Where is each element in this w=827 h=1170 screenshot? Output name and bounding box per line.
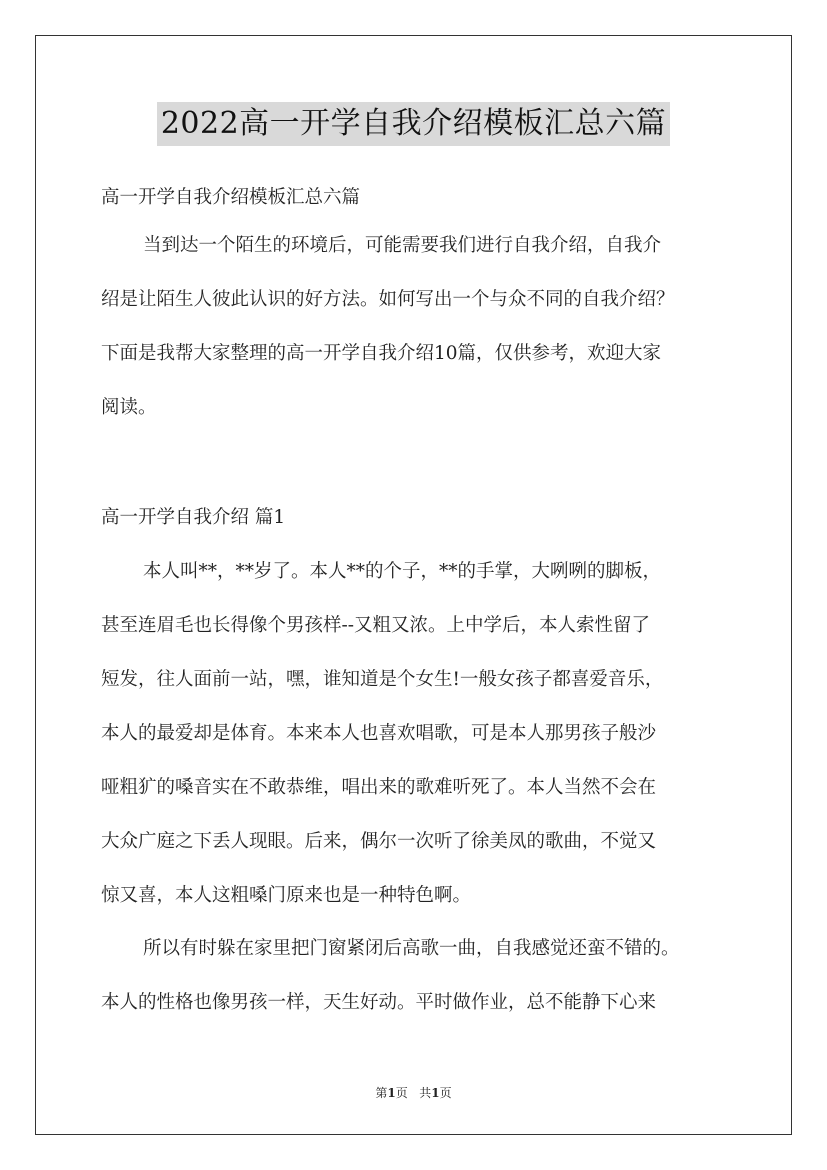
intro-line: 阅读。 — [101, 397, 157, 418]
intro-line: 下面是我帮大家整理的高一开学自我介绍10篇，仅供参考，欢迎大家 — [101, 343, 662, 364]
page-suffix: 页 — [395, 1086, 408, 1100]
paragraph-line: 甚至连眉毛也长得像个男孩样--又粗又浓。上中学后，本人索性留了 — [101, 615, 651, 636]
total-prefix: 共 — [419, 1086, 432, 1100]
document-title: 2022高一开学自我介绍模板汇总六篇 — [157, 102, 670, 146]
document-subtitle: 高一开学自我介绍模板汇总六篇 — [101, 187, 361, 208]
page-number: 1 — [387, 1086, 396, 1100]
intro-line: 绍是让陌生人彼此认识的好方法。如何写出一个与众不同的自我介绍？ — [101, 289, 675, 310]
total-suffix: 页 — [439, 1086, 452, 1100]
paragraph-line: 大众广庭之下丢人现眼。后来，偶尔一次听了徐美凤的歌曲，不觉又 — [101, 831, 657, 852]
page-footer — [0, 1084, 827, 1101]
page-prefix: 第 — [375, 1086, 388, 1100]
paragraph-line: 哑粗犷的嗓音实在不敢恭维，唱出来的歌难听死了。本人当然不会在 — [101, 777, 657, 798]
intro-line: 当到达一个陌生的环境后，可能需要我们进行自我介绍，自我介 — [143, 235, 662, 256]
total-pages: 1 — [431, 1086, 440, 1100]
paragraph-1 — [101, 545, 741, 923]
title-container — [0, 102, 827, 146]
paragraph-line: 惊又喜，本人这粗嗓门原来也是一种特色啊。 — [101, 885, 472, 906]
section-heading: 高一开学自我介绍 篇1 — [101, 507, 286, 528]
paragraph-line: 本人的性格也像男孩一样，天生好动。平时做作业，总不能静下心来 — [101, 992, 657, 1013]
paragraph-2 — [101, 922, 741, 1030]
paragraph-line: 所以有时躲在家里把门窗紧闭后高歌一曲，自我感觉还蛮不错的。 — [143, 938, 680, 959]
paragraph-line: 短发，往人面前一站，嘿，谁知道是个女生!一般女孩子都喜爱音乐， — [101, 669, 664, 690]
paragraph-line: 本人的最爱却是体育。本来本人也喜欢唱歌，可是本人那男孩子般沙 — [101, 723, 657, 744]
intro-paragraph — [101, 219, 741, 435]
paragraph-line: 本人叫**，**岁了。本人**的个子，**的手掌，大咧咧的脚板， — [143, 561, 662, 582]
